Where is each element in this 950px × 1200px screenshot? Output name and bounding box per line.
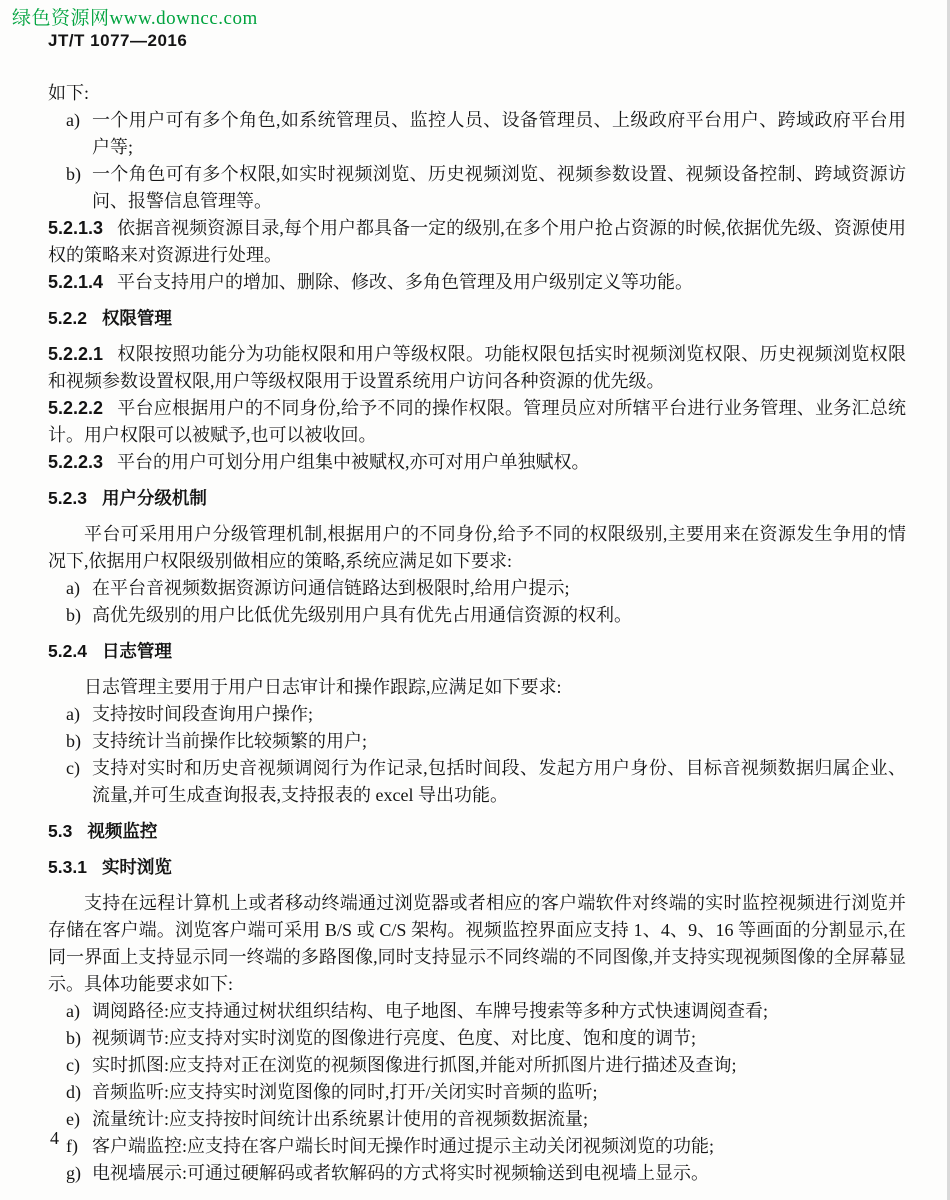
list-item-text: 音频监听:应支持实时浏览图像的同时,打开/关闭实时音频的监听; — [92, 1082, 598, 1102]
heading-title: 日志管理 — [101, 641, 172, 661]
clause-text: 依据音视频资源目录,每个用户都具备一定的级别,在多个用户抢占资源的时候,依据优先级、资源使用权的策略来对资源进行处理。 — [48, 218, 906, 265]
list-item — [48, 1106, 906, 1133]
clause-paragraph — [48, 395, 906, 449]
list-item-label: b) — [66, 1028, 81, 1048]
body-paragraph: 支持在远程计算机上或者移动终端通过浏览器或者相应的客户端软件对终端的实时监控视频进行浏览并存储在客户端。浏览客户端可采用 B/S 或 C/S 架构。视频监控界面应支持 1、4、9、16 等画面的分割显示,在同一界面上支持显示同一终端的多路图像,同时支持显示不同终端的不同图像,并支持实现视频图像的全屏幕显示。具体功能要求如下: — [48, 893, 906, 994]
list-item-label: a) — [66, 704, 80, 724]
list-item-text: 支持对实时和历史音视频调阅行为作记录,包括时间段、发起方用户身份、目标音视频数据归属企业、流量,并可生成查询报表,支持报表的 excel 导出功能。 — [92, 758, 906, 805]
list-item — [48, 575, 906, 602]
document-content — [48, 80, 906, 1187]
list-item-label: d) — [66, 1082, 81, 1102]
heading-number: 5.2.2 — [48, 308, 87, 328]
heading-title: 用户分级机制 — [101, 488, 207, 508]
section-heading — [48, 854, 906, 881]
watermark-text: 绿色资源网www.downcc.com — [12, 8, 258, 29]
clause-paragraph — [48, 341, 906, 395]
list-item — [48, 755, 906, 809]
clause-number: 5.2.2.3 — [48, 452, 104, 472]
clause-text: 权限按照功能分为功能权限和用户等级权限。功能权限包括实时视频浏览权限、历史视频浏览权限和视频参数设置权限,用户等级权限用于设置系统用户访问各种资源的优先级。 — [48, 344, 906, 391]
list-item — [48, 701, 906, 728]
clause-text: 平台应根据用户的不同身份,给予不同的操作权限。管理员应对所辖平台进行业务管理、业务汇总统计。用户权限可以被赋予,也可以被收回。 — [48, 398, 906, 445]
list-item — [48, 602, 906, 629]
list-item-text: 调阅路径:应支持通过树状组织结构、电子地图、车牌号搜索等多种方式快速调阅查看; — [92, 1001, 768, 1021]
list-item-label: a) — [66, 1001, 80, 1021]
list-item — [48, 1160, 906, 1187]
clause-paragraph — [48, 269, 906, 296]
list-item-label: e) — [66, 1109, 80, 1129]
section-heading — [48, 485, 906, 512]
list-item — [48, 998, 906, 1025]
list-item-text: 支持按时间段查询用户操作; — [92, 704, 313, 724]
list-item-text: 流量统计:应支持按时间统计出系统累计使用的音视频数据流量; — [92, 1109, 588, 1129]
list-item-label: f) — [66, 1136, 78, 1156]
list-item-label: b) — [66, 731, 81, 751]
body-paragraph: 平台可采用用户分级管理机制,根据用户的不同身份,给予不同的权限级别,主要用来在资源发生争用的情况下,依据用户权限级别做相应的策略,系统应满足如下要求: — [48, 524, 906, 571]
heading-number: 5.3.1 — [48, 857, 87, 877]
list-item-text: 客户端监控:应支持在客户端长时间无操作时通过提示主动关闭视频浏览的功能; — [92, 1136, 714, 1156]
heading-number: 5.2.4 — [48, 641, 87, 661]
clause-paragraph — [48, 449, 906, 476]
clause-number: 5.2.2.2 — [48, 398, 104, 418]
list-item — [48, 1052, 906, 1079]
list-item-text: 在平台音视频数据资源访问通信链路达到极限时,给用户提示; — [92, 578, 570, 598]
heading-title: 权限管理 — [101, 308, 172, 328]
list-item — [48, 1079, 906, 1106]
heading-number: 5.3 — [48, 821, 73, 841]
section-heading — [48, 818, 906, 845]
list-item — [48, 1025, 906, 1052]
list-item — [48, 1133, 906, 1160]
list-item-text: 实时抓图:应支持对正在浏览的视频图像进行抓图,并能对所抓图片进行描述及查询; — [92, 1055, 737, 1075]
heading-title: 视频监控 — [87, 821, 158, 841]
intro-line: 如下: — [48, 83, 90, 103]
section-heading — [48, 305, 906, 332]
body-paragraph: 日志管理主要用于用户日志审计和操作跟踪,应满足如下要求: — [84, 677, 562, 697]
list-item — [48, 107, 906, 161]
clause-text: 平台的用户可划分用户组集中被赋权,亦可对用户单独赋权。 — [117, 452, 590, 472]
page-number: 4 — [50, 1128, 59, 1148]
list-item — [48, 161, 906, 215]
heading-title: 实时浏览 — [101, 857, 172, 877]
section-heading — [48, 638, 906, 665]
doc-number: JT/T 1077—2016 — [48, 31, 188, 50]
list-item-label: c) — [66, 1055, 80, 1075]
clause-paragraph — [48, 215, 906, 269]
clause-number: 5.2.1.4 — [48, 272, 104, 292]
clause-number: 5.2.2.1 — [48, 344, 104, 364]
list-item-label: b) — [66, 164, 81, 184]
list-item-label: a) — [66, 110, 80, 130]
list-item-text: 一个角色可有多个权限,如实时视频浏览、历史视频浏览、视频参数设置、视频设备控制、跨域资源访问、报警信息管理等。 — [92, 164, 906, 211]
list-item-label: b) — [66, 605, 81, 625]
list-item-text: 视频调节:应支持对实时浏览的图像进行亮度、色度、对比度、饱和度的调节; — [92, 1028, 696, 1048]
list-item — [48, 728, 906, 755]
list-item-text: 一个用户可有多个角色,如系统管理员、监控人员、设备管理员、上级政府平台用户、跨域政府平台用户等; — [92, 110, 906, 157]
clause-text: 平台支持用户的增加、删除、修改、多角色管理及用户级别定义等功能。 — [117, 272, 694, 292]
list-item-label: c) — [66, 758, 80, 778]
list-item-text: 支持统计当前操作比较频繁的用户; — [92, 731, 367, 751]
list-item-text: 高优先级别的用户比低优先级别用户具有优先占用通信资源的权利。 — [92, 605, 632, 625]
clause-number: 5.2.1.3 — [48, 218, 104, 238]
list-item-label: g) — [66, 1163, 81, 1183]
heading-number: 5.2.3 — [48, 488, 87, 508]
list-item-text: 电视墙展示:可通过硬解码或者软解码的方式将实时视频输送到电视墙上显示。 — [92, 1163, 709, 1183]
list-item-label: a) — [66, 578, 80, 598]
